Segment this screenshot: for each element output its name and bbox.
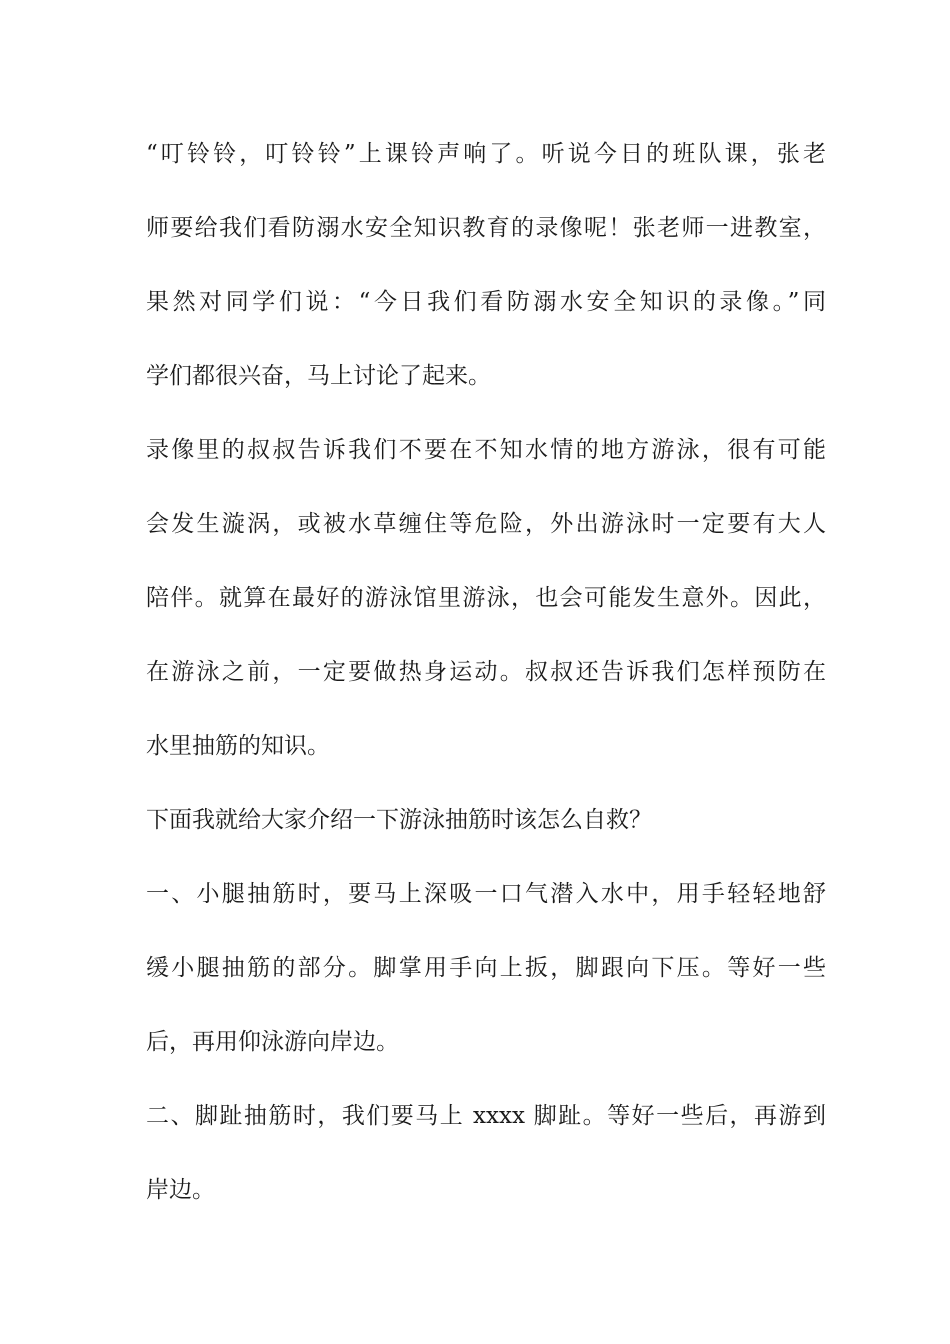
text-line: 一、小腿抽筋时，要马上深吸一口气潜入水中，用手轻轻地舒 xyxy=(146,881,826,907)
text-line: 果然对同学们说：“今日我们看防溺水安全知识的录像。”同 xyxy=(146,289,826,315)
text-line: 会发生漩涡，或被水草缠住等危险，外出游泳时一定要有大人 xyxy=(146,511,826,537)
text-line: 后，再用仰泳游向岸边。 xyxy=(146,1029,399,1055)
text-line: 学们都很兴奋，马上讨论了起来。 xyxy=(146,363,491,389)
text-line: 缓小腿抽筋的部分。脚掌用手向上扳，脚跟向下压。等好一些 xyxy=(146,955,826,981)
text-line: 在游泳之前，一定要做热身运动。叔叔还告诉我们怎样预防在 xyxy=(146,659,826,685)
text-line: 录像里的叔叔告诉我们不要在不知水情的地方游泳，很有可能 xyxy=(146,437,826,463)
text-line: 岸边。 xyxy=(146,1177,215,1203)
text-line: 二、脚趾抽筋时，我们要马上 xxxx 脚趾。等好一些后，再游到 xyxy=(146,1103,826,1129)
text-line: 师要给我们看防溺水安全知识教育的录像呢！张老师一进教室， xyxy=(146,215,826,241)
text-line: 下面我就给大家介绍一下游泳抽筋时该怎么自救？ xyxy=(146,807,652,833)
text-line: 陪伴。就算在最好的游泳馆里游泳，也会可能发生意外。因此， xyxy=(146,585,826,611)
text-line: “叮铃铃，叮铃铃”上课铃声响了。听说今日的班队课，张老 xyxy=(146,141,826,167)
text-line: 水里抽筋的知识。 xyxy=(146,733,330,759)
